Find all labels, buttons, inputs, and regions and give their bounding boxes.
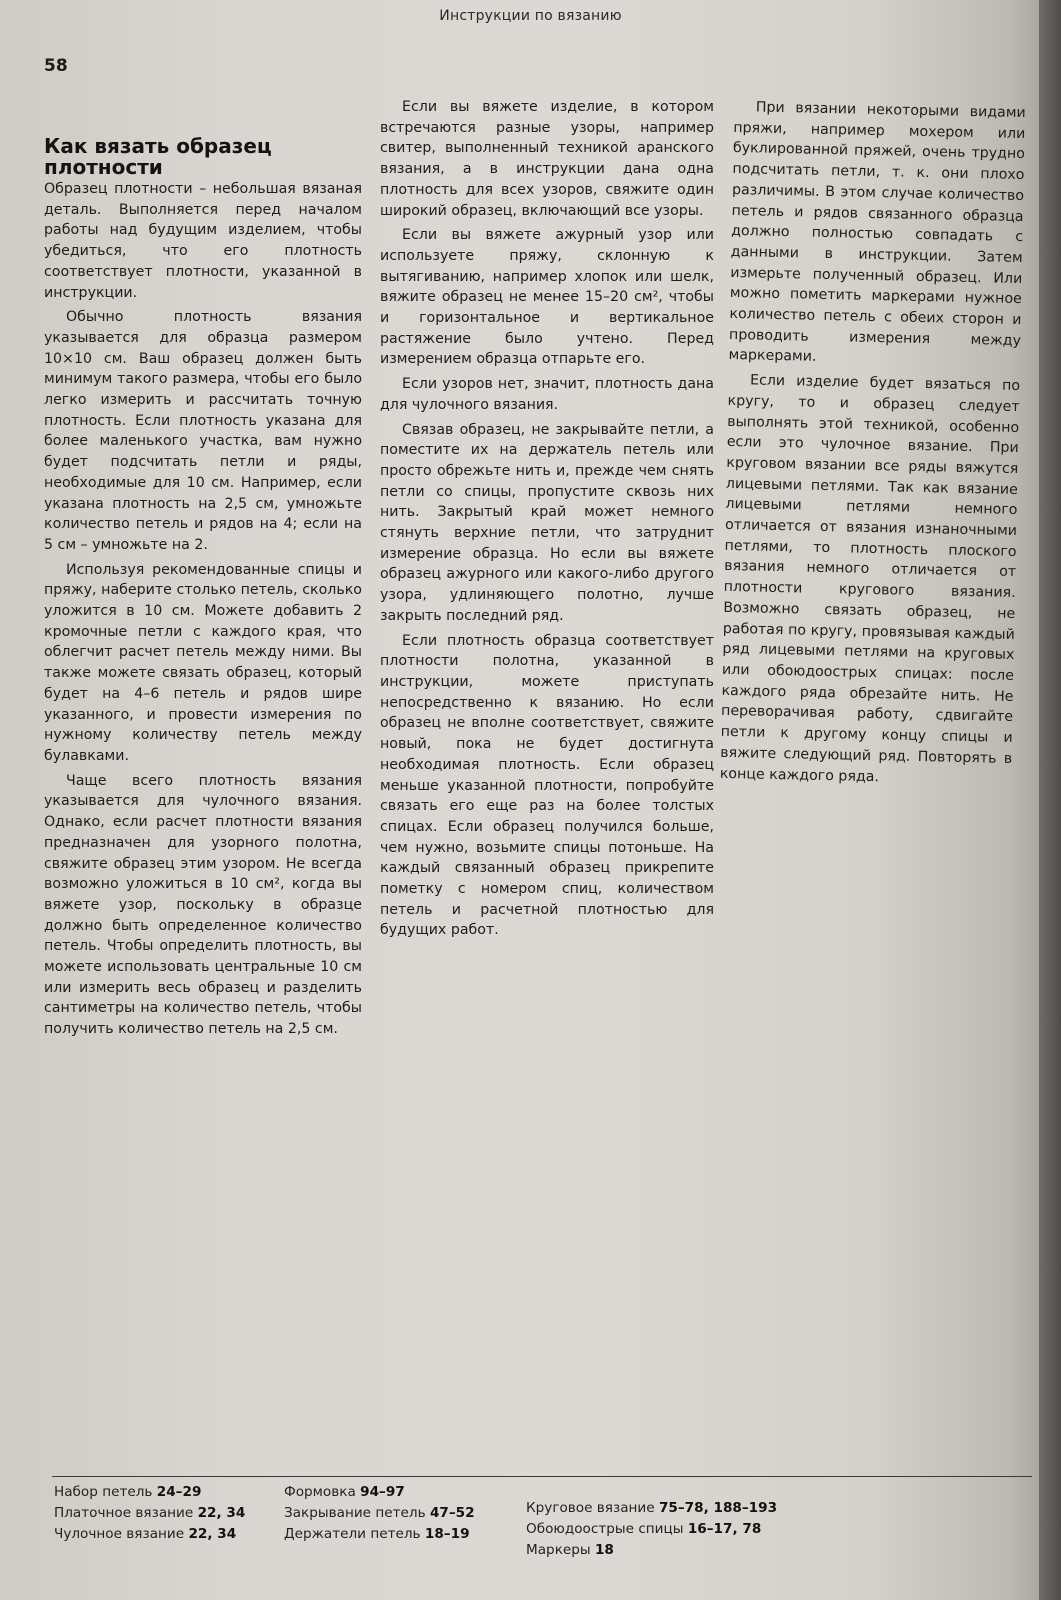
index-entry	[526, 1519, 777, 1540]
index-entry	[284, 1482, 475, 1503]
index-entry-pages: 18–19	[424, 1526, 470, 1542]
index-entry	[54, 1482, 245, 1503]
index-entry-label: Формовка	[284, 1484, 356, 1500]
paragraph: Если изделие будет вязаться по кругу, то и образец следует выполнять этой техникой, особенно если это чулочное вязание. При круговом вязании все ряды вяжутся лицевыми петлями. Так как вязание лицевыми петлями немного отличается от вязания изнаночными петлями, то плотность плоского вязания немного отличается от плотности кругового вязания. Возможно связать образец, не работая по кругу, провязывая каждый ряд лицевыми петлями на круговых или обоюдоострых спицах: после каждого ряда обрезайте нить. Не переворачивая работу, сдвигайте петли к другому концу спицы и вяжите следующий ряд. Повторять в конце каждого ряда.	[719, 372, 1021, 785]
paragraph: Чаще всего плотность вязания указывается для чулочного вязания. Однако, если расчет плотности вязания предназначен для узорного полотна, свяжите образец этим узором. Не всегда возможно уложиться в 10 см², когда вы вяжете узор, поскольку в образце должно быть определенное количество петель. Чтобы определить плотность, вы можете использовать центральные 10 см или измерить весь образец и разделить сантиметры на количество петель, чтобы получить количество петель на 2,5 см.	[44, 772, 362, 1038]
text-column-middle	[380, 97, 714, 945]
section-title-line-2: плотности	[44, 155, 163, 179]
index-entry-label: Набор петель	[54, 1484, 153, 1500]
text-column-left	[44, 136, 362, 1044]
index-entry-label: Обоюдоострые спицы	[526, 1521, 684, 1537]
index-entry-label: Платочное вязание	[54, 1505, 194, 1521]
paragraph: Если узоров нет, значит, плотность дана для чулочного вязания.	[380, 376, 714, 413]
index-entry-label: Круговое вязание	[526, 1500, 655, 1516]
paragraph: Обычно плотность вязания указывается для образца размером 10×10 см. Ваш образец должен быть минимум такого размера, чтобы его было легко измерить и рассчитать точную плотность. Если плотность указана для более маленького участка, вам нужно будет подсчитать петли и ряды, необходимые для 10 см. Например, если указана плотность на 2,5 см, умножьте количество петель и рядов на 4; если на 5 см – умножьте на 2.	[44, 309, 362, 553]
index-entry-label: Чулочное вязание	[54, 1526, 185, 1542]
index-entry-pages: 47–52	[429, 1505, 475, 1521]
index-entry-pages: 18	[594, 1542, 614, 1558]
index-entry	[54, 1503, 245, 1524]
index-entry-pages: 75–78, 188–193	[658, 1500, 778, 1516]
paragraph: При вязании некоторыми видами пряжи, например мохером или буклированной пряжей, очень трудно подсчитать петли, т. к. они плохо различимы. В этом случае количество петель и рядов связанного образца должно полностью совпадать с данными в инструкции. Затем измерьте полученный образец. Или можно пометить маркерами нужное количество петель с обеих сторон и проводить измерения между маркерами.	[728, 99, 1026, 366]
paragraph: Если вы вяжете изделие, в котором встречаются разные узоры, например свитер, выполненный техникой аранского вязания, а в инструкции дана одна плотность для всех узоров, свяжите один широкий образец, включающий все узоры.	[380, 99, 714, 219]
paragraph: Образец плотности – небольшая вязаная деталь. Выполняется перед началом работы над будущим изделием, чтобы убедиться, что его плотность соответствует плотности, указанной в инструкции.	[44, 181, 362, 301]
paragraph: Используя рекомендованные спицы и пряжу, наберите столько петель, сколько уложится в 10 см. Можете добавить 2 кромочные петли с каждого края, что облегчит расчет петель между ними. Вы также можете связать образец, который будет на 4–6 петель и рядов шире указанного, и провести измерения по нужному количеству петель между булавками.	[44, 561, 362, 764]
page-edge-shadow	[1039, 0, 1061, 1600]
paragraph: Если вы вяжете ажурный узор или используете пряжу, склонную к вытягиванию, например хлопок или шелк, вяжите образец не менее 15–20 см², чтобы и горизонтальное и вертикальное растяжение было учтено. Перед измерением образца отпарьте его.	[380, 227, 714, 368]
index-column-1	[54, 1482, 245, 1545]
index-entry-label: Закрывание петель	[284, 1505, 426, 1521]
section-title	[44, 136, 362, 178]
index-entry-pages: 24–29	[156, 1484, 202, 1500]
cross-reference-index	[40, 1476, 1040, 1586]
paragraph: Если плотность образца соответствует плотности полотна, указанной в инструкции, можете приступать непосредственно к вязанию. Но если образец не вполне соответствует, свяжите новый, пока не будет достигнута необходимая плотность. Если образец меньше указанной плотности, попробуйте связать его еще раз на более толстых спицах. Если образец получился больше, чем нужно, возьмите спицы потоньше. На каждый связанный образец прикрепите пометку с номером спиц, количеством петель и расчетной плотностью для будущих работ.	[380, 632, 714, 939]
index-column-3	[526, 1498, 777, 1561]
section-title-line-1: Как вязать образец	[44, 134, 272, 158]
text-column-right	[720, 97, 1026, 794]
index-entry-label: Маркеры	[526, 1542, 591, 1558]
index-divider	[52, 1476, 1032, 1477]
index-entry	[526, 1498, 777, 1519]
index-entry-pages: 16–17, 78	[687, 1521, 762, 1537]
index-entry-pages: 22, 34	[188, 1526, 237, 1542]
running-head: Инструкции по вязанию	[439, 8, 622, 24]
page-number: 58	[44, 56, 68, 76]
index-entry	[284, 1524, 475, 1545]
index-entry	[284, 1503, 475, 1524]
index-entry-pages: 94–97	[360, 1484, 405, 1500]
index-column-2	[284, 1482, 475, 1545]
index-entry-label: Держатели петель	[284, 1526, 421, 1542]
index-entry-pages: 22, 34	[197, 1505, 246, 1521]
index-entry	[54, 1524, 245, 1545]
index-entry	[526, 1540, 777, 1561]
paragraph: Связав образец, не закрывайте петли, а поместите их на держатель петель или просто обрежьте нить и, прежде чем снять петли со спицы, пропустите сквозь них нить. Закрытый край может немного стянуть верхние петли, что затруднит измерение образца. Но если вы вяжете образец ажурного или какого-либо другого узора, удлиняющего полотно, лучше закрыть последний ряд.	[380, 421, 714, 624]
